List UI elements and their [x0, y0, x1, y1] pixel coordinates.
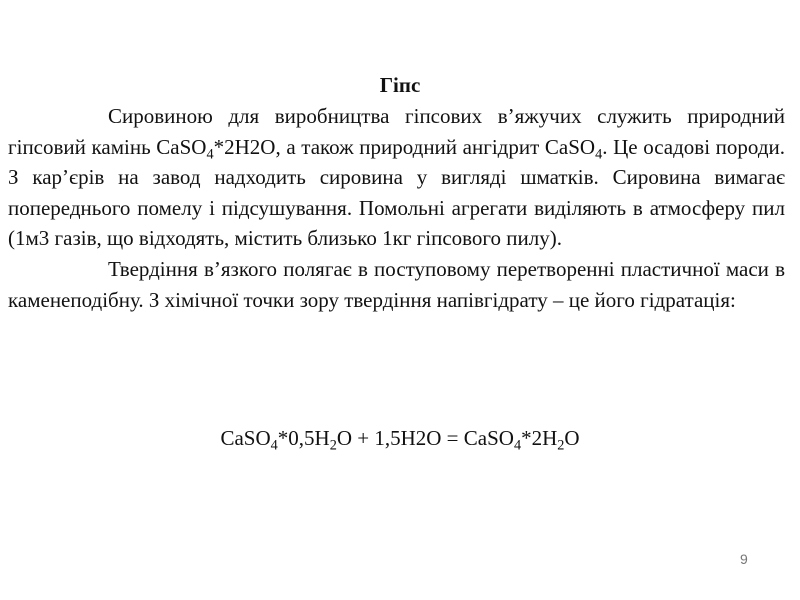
- formula-text: *2H: [521, 426, 558, 450]
- slide-body: [8, 101, 785, 315]
- page-number: 9: [740, 551, 748, 567]
- chemical-formula: [0, 424, 800, 452]
- formula-text: *0,5H: [277, 426, 330, 450]
- formula-subscript: 4: [513, 437, 522, 454]
- slide-title: Гіпс: [379, 73, 421, 97]
- formula-text: O + 1,5H2O = CaSO: [336, 426, 514, 450]
- subscript: 4: [595, 145, 603, 162]
- formula-text: O: [564, 426, 580, 450]
- formula-subscript: 4: [270, 437, 278, 454]
- paragraph-raw-materials: [8, 101, 785, 254]
- subscript: 4: [206, 145, 214, 162]
- paragraph-hardening: Твердіння в’язкого полягає в поступовому перетворенні пластичної маси в каменеподібну. З хімічної точки зору твердіння напівгідрату – це його гідратація:: [8, 256, 785, 312]
- formula-subscript: 2: [329, 437, 337, 454]
- paragraph-text: Сировиною для виробництва гіпсових в’яжучих служить природний гіпсовий камінь CaSO: [8, 104, 785, 159]
- paragraph-text: *2H2O, а також природний ангідрит CaSO: [213, 134, 596, 159]
- paragraph-text: . Це осадові породи. З кар’єрів на завод надходить сировина у вигляді шматків. Сировина вимагає попереднього помелу і підсушування. Помольні агрегати виділяють в атмосферу пил (1м3 газів, що відходять, містить близько 1кг гіпсового пилу).: [8, 134, 785, 251]
- formula-text: CaSO: [220, 426, 271, 450]
- formula-subscript: 2: [557, 437, 565, 454]
